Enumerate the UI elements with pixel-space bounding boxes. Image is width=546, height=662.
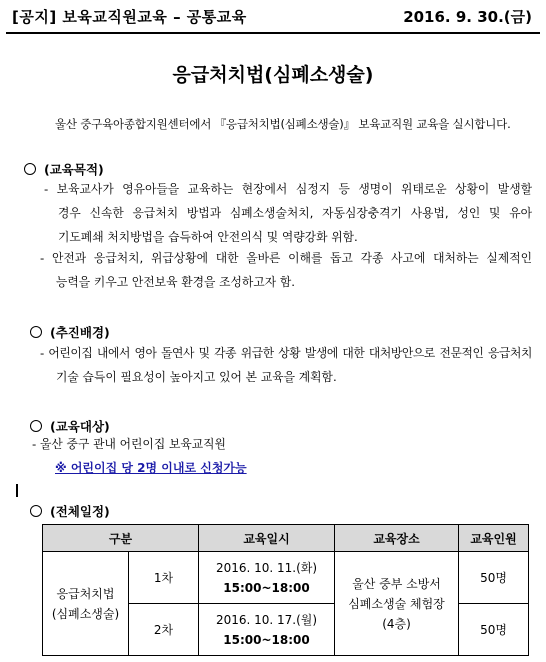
datetime-cell [199, 604, 335, 656]
paragraph-line: 기도폐쇄 처치방법을 습득하여 안전의식 및 역량강화 위함. [58, 230, 358, 244]
section-heading-label: (교육목적) [44, 162, 104, 177]
paragraph-line: - 보육교사가 영유아들을 교육하는 현장에서 심정지 등 생명이 위태로운 상황이 발생할 [44, 182, 532, 196]
column-header: 구분 [43, 525, 199, 552]
capacity-cell: 50명 [459, 604, 529, 656]
location-line: (4층) [382, 616, 411, 631]
table-row [43, 552, 529, 604]
location-line: 심폐소생술 체험장 [348, 596, 445, 611]
session-time: 15:00~18:00 [223, 580, 310, 595]
purpose-paragraph-2 [40, 246, 532, 294]
circle-bullet-icon [30, 326, 42, 338]
section-heading-label: (전체일정) [50, 504, 110, 519]
location-cell [335, 552, 459, 656]
session-date: 2016. 10. 11.(화) [215, 560, 318, 575]
notice-date: 2016. 9. 30.(금) [403, 8, 532, 26]
course-cell [43, 552, 129, 656]
session-time: 15:00~18:00 [223, 632, 310, 647]
column-header: 교육장소 [335, 525, 459, 552]
application-notice: ※ 어린이집 당 2명 이내로 신청가능 [55, 461, 247, 475]
datetime-cell [199, 552, 335, 604]
section-schedule-heading [30, 502, 110, 520]
round-cell: 2차 [129, 604, 199, 656]
text-cursor [16, 484, 18, 497]
paragraph-line: - 울산 중구 관내 어린이집 보육교직원 [32, 437, 226, 451]
background-paragraph [40, 341, 532, 389]
session-date: 2016. 10. 17.(월) [215, 612, 318, 627]
location-line: 울산 중부 소방서 [352, 576, 441, 591]
circle-bullet-icon [30, 420, 42, 432]
page-title: 응급처치법(심폐소생술) [172, 64, 374, 86]
notice-category: [공지] 보육교직원교육 – 공통교육 [12, 8, 247, 26]
section-heading-label: (교육대상) [50, 419, 110, 434]
section-background-heading [30, 323, 110, 341]
intro-text: 울산 중구육아종합지원센터에서 『응급처치법(심폐소생술)』 보육교직원 교육을 실시합니다. [55, 117, 511, 131]
purpose-paragraph-1 [44, 177, 532, 249]
target-line [32, 432, 226, 456]
circle-bullet-icon [30, 505, 42, 517]
table-header-row [43, 525, 529, 552]
course-name: 응급처치법 [56, 586, 115, 601]
paragraph-line: 능력을 키우고 안전보육 환경을 조성하고자 함. [56, 275, 296, 289]
column-header: 교육인원 [459, 525, 529, 552]
paragraph-line: 기술 습득이 필요성이 높아지고 있어 본 교육을 계획함. [56, 370, 337, 384]
paragraph-line: 경우 신속한 응급처치 방법과 심폐소생술처치, 자동심장충격기 사용법, 성인 및 유아 [58, 206, 532, 220]
capacity-cell: 50명 [459, 552, 529, 604]
section-purpose-heading [24, 160, 104, 178]
round-cell: 1차 [129, 552, 199, 604]
paragraph-line: - 안전과 응급처치, 위급상황에 대한 올바른 이해를 돕고 각종 사고에 대처하는 실제적인 [40, 251, 532, 265]
header-divider [6, 32, 540, 34]
circle-bullet-icon [24, 163, 36, 175]
course-subtitle: (심폐소생술) [51, 606, 120, 621]
section-heading-label: (추진배경) [50, 325, 110, 340]
schedule-table [42, 524, 529, 656]
paragraph-line: - 어린이집 내에서 영아 돌연사 및 각종 위급한 상황 발생에 대한 대처방안으로 전문적인 응급처치 [40, 346, 532, 360]
column-header: 교육일시 [199, 525, 335, 552]
